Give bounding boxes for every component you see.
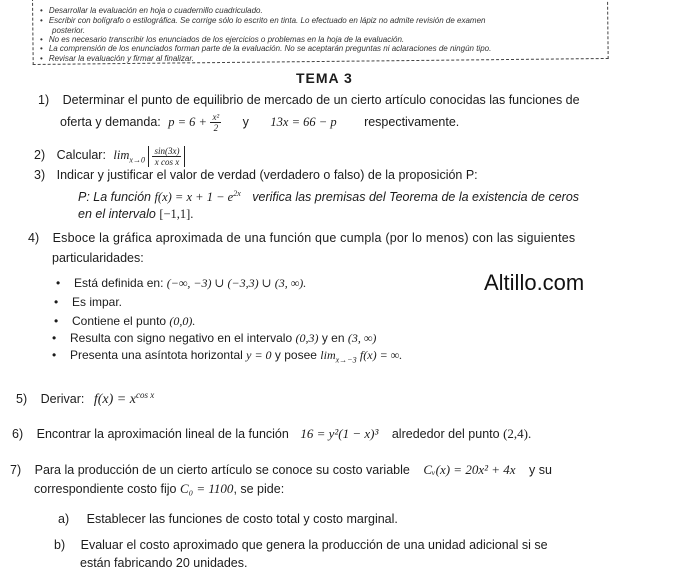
question-1-line-2: oferta y demanda: p = 6 + $\frac{\text{x²}}{2}$ y 13x = 66 − p respectivamente. (60, 112, 460, 133)
question-number: 4) (28, 231, 40, 245)
limit-operator: lim (113, 148, 130, 163)
instruction-item: • No es necesario transcribir los enunciados de los ejercicios o problemas en la hoja de la evaluación. (40, 35, 405, 44)
proposition-p-line-2: en el intervalo [−1,1]. (78, 207, 194, 221)
question-number: 5) (16, 392, 28, 407)
question-7: 7) Para la producción de un cierto artículo se conoce su costo variable Cᵥ(x) = 20x² + 4x y su (10, 462, 552, 477)
bullet-item: • Está definida en: (−∞, −3) ∪ (−3,3) ∪ (3, ∞). (56, 276, 307, 290)
question-number: 1) (38, 93, 50, 107)
exam-title: TEMA 3 (296, 70, 353, 86)
instruction-item-continued: posterior. (52, 26, 86, 35)
question-1 (38, 93, 580, 107)
question-number: 3) (34, 168, 46, 182)
demand-equation: 13x = 66 − p (270, 114, 337, 129)
sub-item-label: b) (54, 538, 66, 552)
question-text: Esboce la gráfica aproximada de una función que cumpla (por lo menos) con las siguientes (52, 231, 576, 245)
bullet-item: • Resulta con signo negativo en el intervalo (0,3) y en (3, ∞) (52, 331, 377, 345)
question-4-line-2: particularidades: (52, 251, 144, 265)
question-7a: a) Establecer las funciones de costo total y costo marginal. (58, 512, 398, 526)
supply-fraction: $\frac{\text{x²}}{2}$ (212, 112, 220, 133)
supply-equation: p = 6 + (168, 114, 207, 129)
question-number: 2) (34, 148, 46, 163)
sub-item-label: a) (58, 512, 70, 526)
absolute-value-expression: $\frac{\sin(3x)}{\text{x cos x}}$ (148, 146, 185, 167)
function-definition: f(x) = x + 1 − e (154, 190, 234, 205)
question-5: 5) Derivar: $f(x) = x^{cos x}$ (16, 390, 155, 408)
proposition-p: P: La función $f(x) = x + 1 - e^{2x}$ verifica las premisas del Teorema de la existencia de ceros (78, 189, 580, 205)
question-text: Para la producción de un cierto artículo se conoce su costo variable (34, 463, 410, 477)
altillo-watermark: Altillo.com (484, 270, 585, 295)
question-number: 7) (10, 463, 22, 477)
instruction-item: • Escribir con bolígrafo o estilográfica. Se corrige sólo lo escrito en tinta. Lo efectuado en lápiz no admite revisión de examen (40, 16, 486, 25)
interval: [−1,1]. (159, 207, 194, 221)
implicit-equation: 16 = y²(1 − x)³ (300, 426, 379, 441)
bullet-item: • Contiene el punto (0,0). (54, 314, 196, 328)
question-number: 6) (12, 427, 24, 441)
point: (2,4). (503, 426, 532, 441)
question-3 (34, 168, 478, 182)
question-text: Determinar el punto de equilibrio de mercado de un cierto artículo conocidas las funciones de (62, 93, 580, 107)
bullet-item: • Presenta una asíntota horizontal y = 0 y posee $\lim_{x\to-3} f(x)$ = ∞. (52, 348, 403, 365)
fixed-cost: C₀ = 1100 (179, 481, 234, 496)
instruction-item: • Revisar la evaluación y firmar al finalizar. (40, 54, 194, 63)
question-4 (28, 231, 575, 245)
question-text: Indicar y justificar el valor de verdad (verdadero o falso) de la proposición P: (56, 168, 478, 182)
question-7-line-2: correspondiente costo fijo C₀ = 1100, se pide: (34, 481, 285, 496)
bullet-item: • Es impar. (54, 295, 123, 309)
question-6: 6) Encontrar la aproximación lineal de la función 16 = y²(1 − x)³ alrededor del punto (2,4). (12, 426, 532, 441)
question-7b: b) Evaluar el costo aproximado que genera la producción de una unidad adicional si se (54, 538, 548, 552)
function-to-derive: f(x) = x (93, 392, 136, 408)
instruction-item: • La comprensión de los enunciados forman parte de la evaluación. No se aceptarán preguntas ni aclaraciones de ningún tipo. (40, 44, 492, 53)
question-text: Encontrar la aproximación lineal de la función (36, 427, 289, 441)
variable-cost-equation: Cᵥ(x) = 20x² + 4x (423, 462, 516, 477)
instruction-item: • Desarrollar la evaluación en hoja o cuadernillo cuadriculado. (40, 6, 263, 15)
question-7b-line-2: están fabricando 20 unidades. (80, 556, 248, 570)
question-2: 2) Calcular: $\lim_{x\to 0}$ $\frac{\sin(3x)}{\text{x cos x}}$ (34, 146, 185, 167)
